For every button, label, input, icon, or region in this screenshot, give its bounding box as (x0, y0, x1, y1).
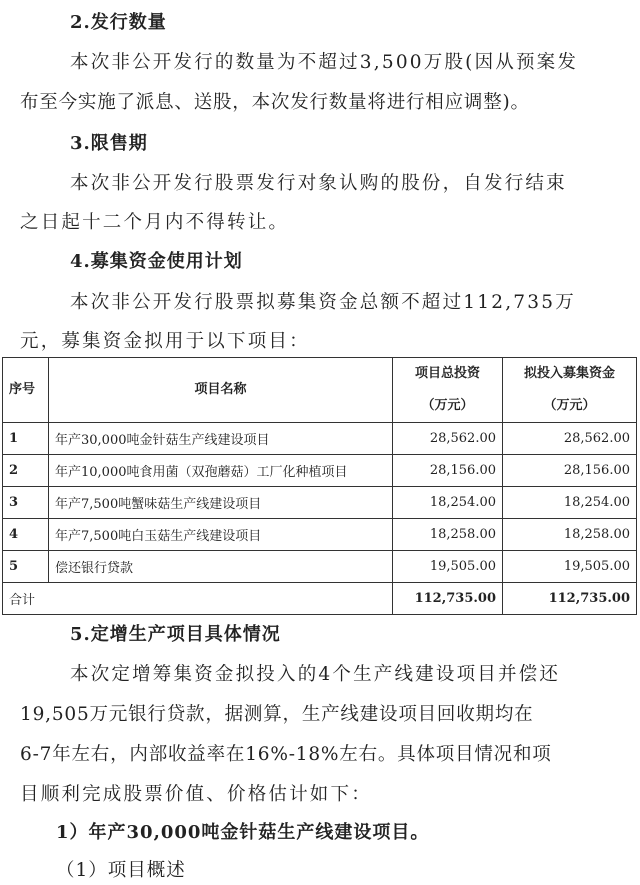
row-name: 偿还银行贷款 (49, 551, 393, 583)
row-total: 18,254.00 (393, 487, 503, 519)
header-total (393, 358, 503, 423)
paragraph-line: 之日起十二个月内不得转让。 (20, 212, 290, 233)
table-row (3, 551, 637, 583)
row-name: 年产30,000吨金针菇生产线建设项目 (49, 423, 393, 455)
paragraph-line: 6-7年左右，内部收益率在16%-18%左右。具体项目情况和项 (20, 744, 552, 765)
funding-table (2, 357, 637, 615)
row-raise: 28,562.00 (503, 423, 637, 455)
paragraph-line: 布至今实施了派息、送股，本次发行数量将进行相应调整)。 (20, 92, 530, 113)
header-raise-unit: （万元） (543, 398, 596, 413)
row-name: 年产7,500吨蟹味菇生产线建设项目 (49, 487, 393, 519)
total-raise: 112,735.00 (503, 583, 637, 615)
total-label: 合计 (3, 583, 393, 615)
row-raise: 19,505.00 (503, 551, 637, 583)
section-heading: 4.募集资金使用计划 (70, 251, 243, 272)
row-name: 年产10,000吨食用菌（双孢蘑菇）工厂化种植项目 (49, 455, 393, 487)
paragraph-line: 本次非公开发行的数量为不超过3,500万股(因从预案发 (70, 52, 579, 73)
section-heading: 5.定增生产项目具体情况 (70, 624, 281, 645)
paragraph-line: 本次定增筹集资金拟投入的4个生产线建设项目并偿还 (70, 664, 561, 685)
subsection-label: （1）项目概述 (56, 860, 186, 881)
total-total: 112,735.00 (393, 583, 503, 615)
header-raise (503, 358, 637, 423)
section-heading: 2.发行数量 (70, 12, 167, 33)
row-raise: 18,258.00 (503, 519, 637, 551)
row-no: 1 (3, 423, 49, 455)
section-heading: 3.限售期 (70, 133, 148, 154)
table-row (3, 519, 637, 551)
table-row (3, 487, 637, 519)
row-total: 28,562.00 (393, 423, 503, 455)
header-raise-label: 拟投入募集资金 (523, 366, 615, 381)
paragraph-line: 元，募集资金拟用于以下项目： (20, 331, 310, 352)
row-total: 18,258.00 (393, 519, 503, 551)
row-no: 5 (3, 551, 49, 583)
header-name: 项目名称 (49, 358, 393, 423)
table-row (3, 423, 637, 455)
row-no: 4 (3, 519, 49, 551)
paragraph-line: 目顺利完成股票价值、价格估计如下： (20, 784, 372, 805)
table-header-row (3, 358, 637, 423)
paragraph-line: 本次非公开发行股票拟募集资金总额不超过112,735万 (70, 292, 576, 313)
row-name: 年产7,500吨白玉菇生产线建设项目 (49, 519, 393, 551)
table-total-row (3, 583, 637, 615)
row-no: 3 (3, 487, 49, 519)
subsection-heading: 1）年产30,000吨金针菇生产线建设项目。 (56, 822, 430, 843)
row-no: 2 (3, 455, 49, 487)
row-raise: 18,254.00 (503, 487, 637, 519)
paragraph-line: 19,505万元银行贷款，据测算，生产线建设项目回收期均在 (20, 704, 534, 725)
row-total: 19,505.00 (393, 551, 503, 583)
header-total-label: 项目总投资 (414, 366, 480, 381)
paragraph-line: 本次非公开发行股票发行对象认购的股份，自发行结束 (70, 173, 567, 194)
row-total: 28,156.00 (393, 455, 503, 487)
row-raise: 28,156.00 (503, 455, 637, 487)
table-row (3, 455, 637, 487)
header-total-unit: （万元） (421, 398, 474, 413)
header-no: 序号 (3, 358, 49, 423)
